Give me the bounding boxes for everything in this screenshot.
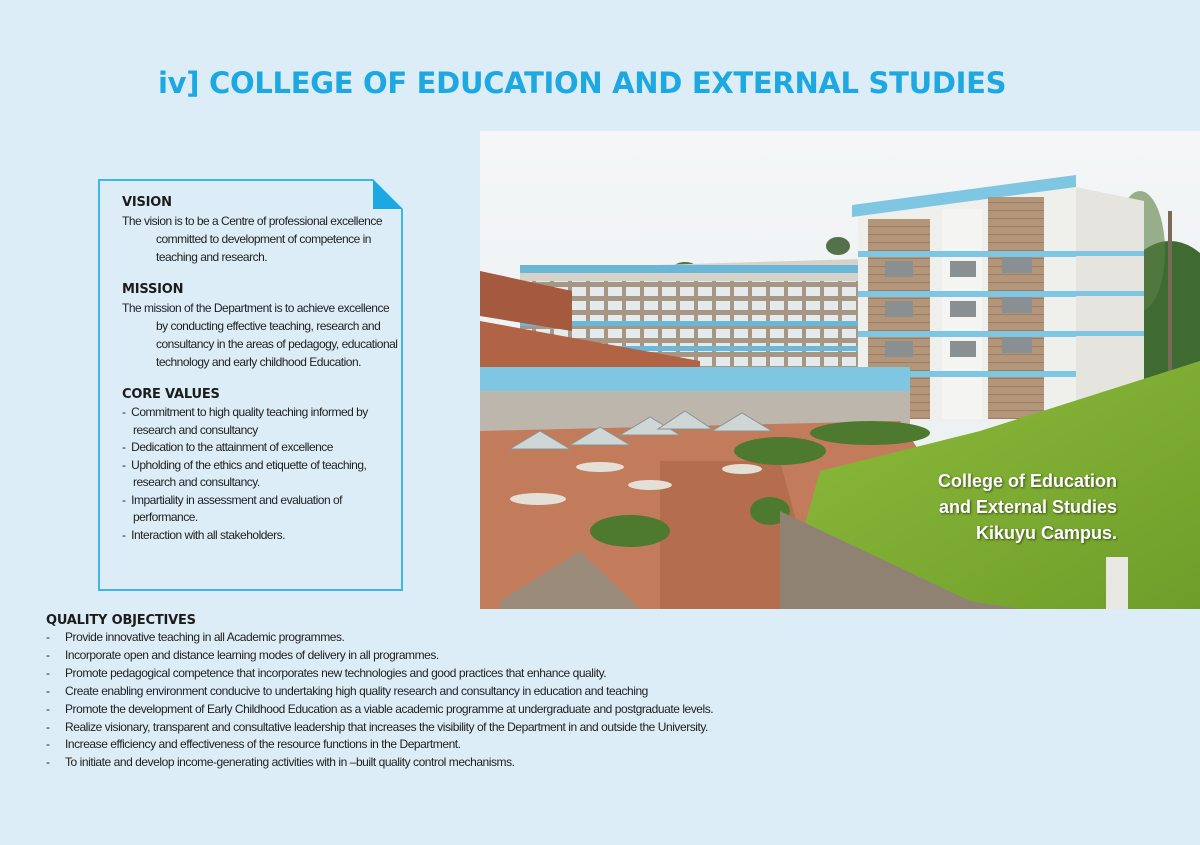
caption-line: College of Education (937, 471, 1117, 491)
vision-text: The vision is to be a Centre of professional excellence committed to development of competence in teaching and research. (122, 214, 382, 264)
list-item: - Interaction with all stakeholders. (122, 527, 285, 542)
list-item: - Realize visionary, transparent and consultative leadership that increases the visibility of the Department in and outside the University. (46, 719, 708, 734)
list-item: - Dedication to the attainment of excellence (122, 440, 333, 454)
list-item: - To initiate and develop income-generating activities with in –built quality control mechanisms. (46, 755, 515, 770)
list-item: - Provide innovative teaching in all Academic programmes. (46, 630, 345, 644)
list-item: - Create enabling environment conducive to undertaking high quality research and consultancy in education and teaching (46, 683, 648, 698)
mission-text: The mission of the Department is to achieve excellence by conducting effective teaching, research and consultancy in the areas of pedagogy, educational technology and early childhood Education. (122, 301, 398, 369)
list-item: - Commitment to high quality teaching informed by research and consultancy (122, 405, 368, 437)
quality-objectives-heading: QUALITY OBJECTIVES (46, 613, 196, 628)
core-values-heading: CORE VALUES (122, 387, 220, 402)
list-item: - Upholding of the ethics and etiquette of teaching, research and consultancy. (122, 457, 367, 489)
list-item: - Increase efficiency and effectiveness of the resource functions in the Department. (46, 737, 461, 752)
list-item: - Promote pedagogical competence that incorporates new technologies and good practices that enhance quality. (46, 665, 607, 680)
caption-line: Kikuyu Campus. (975, 523, 1117, 543)
vision-heading: VISION (122, 195, 172, 210)
photo-caption (938, 468, 1117, 546)
core-values-list (122, 404, 402, 544)
mission-heading: MISSION (122, 282, 184, 297)
page-title: iv] COLLEGE OF EDUCATION AND EXTERNAL STUDIES (158, 66, 1007, 100)
caption-line: and External Studies (938, 497, 1117, 517)
list-item: - Incorporate open and distance learning modes of delivery in all programmes. (46, 647, 439, 662)
list-item: - Impartiality in assessment and evaluation of performance. (122, 492, 342, 524)
list-item: - Promote the development of Early Childhood Education as a viable academic programme at undergraduate and postgraduate levels. (46, 701, 714, 716)
vision-mission-card (98, 179, 403, 591)
quality-objectives (46, 613, 866, 772)
quality-objectives-list (46, 629, 866, 772)
